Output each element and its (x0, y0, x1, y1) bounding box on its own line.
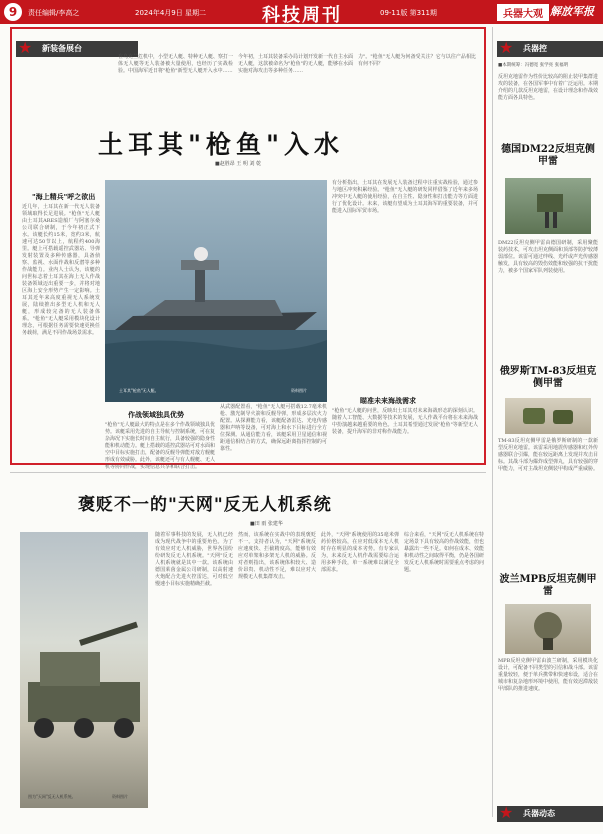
skynex-photo (20, 532, 148, 808)
main-article-banner: 新装备展台 (16, 41, 138, 57)
usv-illustration (105, 180, 327, 402)
skynex-illustration (20, 532, 148, 808)
subhead-1: "海上精兵"呼之欲出 (32, 193, 96, 201)
article-divider (10, 472, 486, 473)
second-col-1: 随着军事科技的发展，无人机已经成为现代战争中的重要角色。为了有效应对无人机威胁，世界各国纷纷研发反无人机系统。"天网"反无人机系统就是其中一款。该系统由德国莱茵金属公司研制，以高射速火炮配合先进火控雷达，可对低空慢速小目标实施精确拦截。 (155, 532, 233, 587)
page-number: 9 (4, 3, 22, 21)
newspaper-logo: 解放军报 (550, 5, 594, 18)
sidebar-credit: ■本期统筹：冯德宽 张学亮 张福明 (498, 63, 569, 68)
main-byline: ■赵胜昂 王 明 刘 乾 (215, 161, 262, 167)
sidebar-intro: 反坦克地雷作为性价比较高的阻止装甲集群进攻的装备，在各国军事中有着广泛运用。本期介绍的几款反坦克地雷，在设计理念和作战效能方面各具特色。 (498, 74, 599, 101)
sidebar-item-title: 德国DM22反坦克侧甲雷 (501, 144, 595, 167)
intro-col-3: 力"。"枪鱼"无人艇为何备受关注？它与以往产品相比有何不同？ (358, 54, 476, 67)
usv-photo-caption: 土耳其"枪鱼"无人艇。 (119, 388, 159, 393)
mine-illustration (505, 178, 591, 234)
sidebar-item-text: TM-83反坦克侧甲雷是俄罗斯研制的一款新型反坦克地雷。该雷采用地震传感器和红外传感器联合引爆，能在较远距离上发现并攻击目标。其战斗部为爆炸成型弹丸，具有较强的穿甲能力，可对主战坦克侧装甲构成严重威胁。 (498, 438, 599, 472)
editor-credit: 责任编辑/李高之 (28, 9, 80, 17)
sidebar-banner: 兵器控 (497, 41, 603, 57)
intro-col-1: 在乌克兰危机中，小型无人艇、特种无人艇、察打一体无人艇等无人装备被大量使用，也经历了实战检验。中国海军近日将"枪鱼"新型无人艇开入水中…… (118, 54, 234, 74)
sidebar-item-title: 俄罗斯TM-83反坦克侧甲雷 (499, 366, 597, 389)
section-label: 兵器大观 (497, 4, 549, 21)
second-col-4: 综合来看，"天网"反无人机系统在特定场景下具有较高的作战效能，但也暴露出一些不足。如何在成本、效能和机动性之间取得平衡，仍是各国研发反无人机系统时需要重点考虑的问题。 (404, 532, 485, 573)
col-5-text: 有分析指出，土耳其在发展无人装备过程中注重实战检验，通过参与地区冲突积累经验。"枪鱼"无人艇的研发同样借鉴了近年来多场冲突中无人艇的使用经验，在自主性、隐身性和打击能力等方面进行了优化设计。未来，该艇有望成为土耳其海军的重要装备，并可能进入国际军贸市场。 (332, 180, 478, 214)
dm22-photo (505, 178, 591, 234)
sidebar-item-text: DM22反坦克侧甲雷由德国研制，采用聚能装药技术，可攻击坦克侧面和顶部等防护较薄弱部位。该雷可通过绊线、光纤或声光传感器触发，具有较高的毁伤效能和较强的抗干扰能力，被多个国家军队列装使用。 (498, 240, 599, 274)
second-byline: ■田 雨 张建华 (250, 521, 283, 527)
bottom-banner: 兵器动态 (497, 806, 603, 822)
star-icon: ★ (499, 803, 514, 822)
col-3-text: 从武器配置看，"枪鱼"无人艇可搭载12.7毫米机枪、激光制导火箭和反舰导弹，形成多层次火力配置。从探测能力看，该艇配备雷达、光电传感器和声呐等设备，可对海上和水下目标进行全方位探测。从通信能力看，该艇采用卫星通信和视距通信相结合的方式，确保远距离指挥控制的可靠性。 (220, 404, 327, 452)
sidebar-divider (492, 27, 493, 817)
second-col-2: 然而，该系统在实战中的表现褒贬不一。支持者认为，"天网"系统反应速度快、拦截精度高，能够有效应对单架和多架无人机的威胁。反对者则指出，该系统体积较大、造价昂贵、机动性不足，难以应对大规模无人机集群攻击。 (238, 532, 316, 580)
issue-date: 2024年4月9日 星期二 (135, 9, 206, 17)
skynex-photo-caption: 图为"天网"反无人机系统。 (28, 794, 76, 799)
mine-illustration (505, 604, 591, 654)
section-brand: 科技周刊 (262, 5, 342, 26)
star-icon: ★ (499, 38, 514, 57)
intro-col-2: 今年初，土耳其装备采办局计划开发新一代自主水面无人艇，这款被命名为"枪鱼"的无人艇，能够在水面实施对海攻击等多种任务…… (238, 54, 354, 74)
issue-number: 09-11版 第311期 (380, 9, 437, 17)
usv-photo-credit: 资料图片 (291, 388, 307, 393)
mpb-photo (505, 604, 591, 654)
sidebar-item-title: 波兰MPB反坦克侧甲雷 (499, 574, 597, 597)
col-2-text: "枪鱼"无人艇最大的特点是在多个作战领域独具优势。该艇采用先进的自主导航与控制系统，可在复杂海况下实施长时间自主航行，具备较强的隐身性能和机动能力。艇上搭载的遥控武器站可对水面和空中目标实施打击，配备的反舰导弹能对敌方舰艇形成有效威胁。此外，该艇还可与有人舰艇、无人机等协同作战，实现信息共享和联合打击。 (105, 422, 216, 470)
col-1-text: 近几年，土耳其在新一代无人装备领域取得长足进展。"枪鱼"无人艇由土耳其ARES造船厂与阿塞尔桑公司联合研制，于今年初正式下水。该艇长约15米，宽约3米，航速可达50节以上，航程约400海里。艇上可搭载遥控武器站、导弹发射装置及多种传感器，具备侦察、监视、水面作战和反潜等多种作战能力。业内人士认为，该艇的问世标志着土耳其在海上无人作战装备领域迈出重要一步，并将对地区海上安全形势产生一定影响。土耳其近年来高度重视无人系统发展，陆续推出多型无人机和无人艇，形成较完备的无人装备体系。"枪鱼"无人艇采用模块化设计理念，可根据任务需要快速更换任务载荷，满足不同作战场景需求。 (22, 204, 100, 336)
mine-illustration (505, 398, 591, 434)
second-col-3: 此外，"天网"系统使用的35毫米弹药价格较高，在应对低成本无人机时存在明显的成本劣势。有专家认为，未来反无人机作战需要综合运用多种手段，单一系统难以满足全部需求。 (321, 532, 399, 573)
star-icon: ★ (18, 38, 33, 57)
usv-photo (105, 180, 327, 402)
sidebar-item-text: MPB反坦克侧甲雷由波兰研制，采用模块化设计，可配备不同类型的引信和战斗部。该雷重量较轻，便于单兵携带和快速布设，适合在城市和复杂地形环境中使用，能有效迟滞敌装甲部队的推进速度。 (498, 658, 599, 692)
subhead-2: 作战领域独具优势 (128, 411, 184, 419)
col-4-text: "枪鱼"无人艇的问世，反映出土耳其对未来海战形态的深刻认识。随着人工智能、大数据等技术的发展，无人作战平台将在未来海战中扮演越来越重要的角色。土耳其希望通过发展"枪鱼"等新型无人装备，提升海军的非对称作战能力。 (332, 408, 478, 435)
page-header (0, 0, 603, 24)
tm83-photo (505, 398, 591, 434)
second-headline: 褒贬不一的"天网"反无人机系统 (78, 495, 332, 515)
subhead-3: 瞄准未来海战需求 (360, 397, 416, 405)
main-headline: 土耳其"枪鱼"入水 (98, 130, 345, 159)
skynex-photo-credit: 资料图片 (112, 794, 128, 799)
